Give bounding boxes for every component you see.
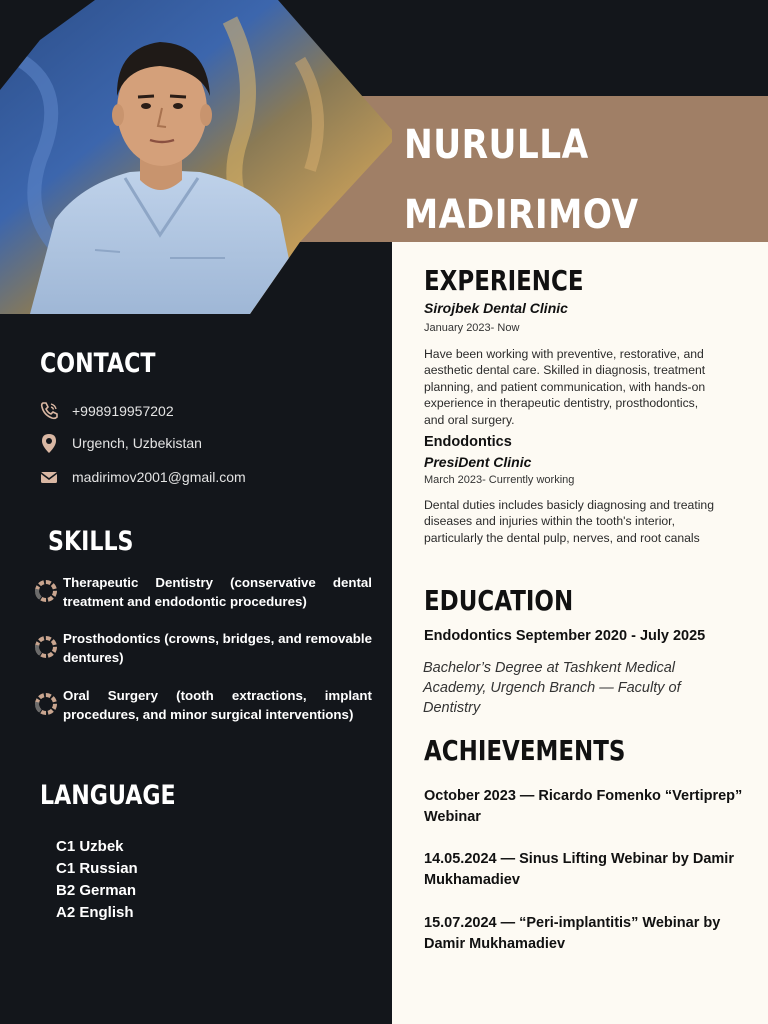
language-item: C1 Russian	[56, 860, 138, 877]
achievement-item: 15.07.2024 — “Peri-implantitis” Webinar by Damir Mukhamadiev	[424, 915, 721, 952]
language-item: A2 English	[56, 904, 134, 921]
ring-icon	[34, 635, 58, 659]
skill-item	[34, 686, 372, 724]
experience-date: March 2023- Currently working	[424, 474, 575, 486]
skill-text: Prosthodontics (crowns, bridges, and removable dentures)	[63, 631, 372, 665]
skill-item	[34, 573, 372, 611]
last-name: MADIRIMOV	[404, 192, 639, 238]
contact-phone[interactable]	[38, 400, 174, 422]
language-list	[56, 836, 138, 924]
contact-heading: CONTACT	[40, 348, 156, 379]
experience-role: Endodontics	[424, 434, 512, 450]
language-heading: LANGUAGE	[40, 780, 176, 811]
education-description: Bachelor’s Degree at Tashkent Medical Academy, Urgench Branch — Faculty of Dentistry	[423, 660, 681, 716]
location-icon	[38, 432, 60, 454]
skills-heading: SKILLS	[48, 526, 134, 557]
first-name: NURULLA	[404, 122, 589, 168]
experience-org: PresiDent Clinic	[424, 454, 532, 470]
skill-text: Therapeutic Dentistry (conservative dental treatment and endodontic procedures)	[63, 575, 372, 609]
achievements-heading: ACHIEVEMENTS	[424, 734, 626, 767]
ring-icon	[34, 579, 58, 603]
achievement-item: October 2023 — Ricardo Fomenko “Vertiprep” Webinar	[424, 788, 743, 825]
contact-email-text: madirimov2001@gmail.com	[72, 469, 246, 485]
education-heading: EDUCATION	[424, 584, 574, 617]
skill-item	[34, 629, 372, 667]
contact-email[interactable]	[38, 466, 246, 488]
experience-description: Dental duties includes basicly diagnosing and treating diseases and injuries within the tooth's interior, particularly the dental pulp, nerves, and root canals	[424, 498, 714, 545]
phone-icon	[38, 400, 60, 422]
experience-org: Sirojbek Dental Clinic	[424, 300, 568, 316]
achievement-item: 14.05.2024 — Sinus Lifting Webinar by Damir Mukhamadiev	[424, 851, 734, 888]
experience-description: Have been working with preventive, restorative, and aesthetic dental care. Skilled in diagnosis, treatment planning, and patient communication, with hands-on experience in therapeutic dentistry, prosthodontics, and oral surgery.	[424, 347, 706, 427]
education-line: Endodontics September 2020 - July 2025	[424, 628, 706, 644]
email-icon	[38, 466, 60, 488]
language-item: B2 German	[56, 882, 137, 899]
profile-photo	[0, 0, 392, 314]
skill-text: Oral Surgery (tooth extractions, implant procedures, and minor surgical interventions)	[63, 688, 372, 722]
experience-heading: EXPERIENCE	[424, 264, 584, 297]
ring-icon	[34, 692, 58, 716]
experience-date: January 2023- Now	[424, 322, 520, 334]
contact-location-text: Urgench, Uzbekistan	[72, 435, 202, 451]
contact-location	[38, 432, 202, 454]
language-item: C1 Uzbek	[56, 838, 124, 855]
contact-phone-text: +998919957202	[72, 403, 174, 419]
